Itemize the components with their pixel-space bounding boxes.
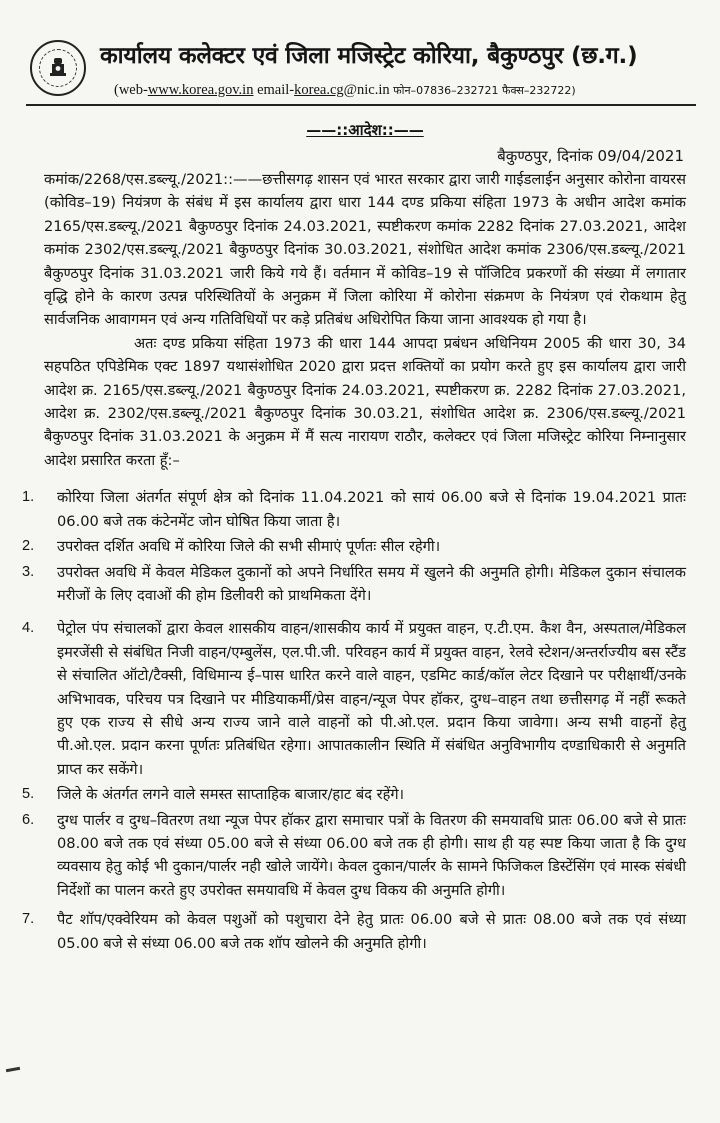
list-item [22, 486, 686, 533]
website-link[interactable]: www.korea.gov.in [147, 82, 254, 98]
list-item [22, 617, 686, 781]
point-number: 4. [22, 620, 35, 637]
list-item [22, 561, 686, 608]
list-item [22, 535, 686, 558]
order-body [22, 168, 686, 957]
point-text: पैट शॉप/एक्वेरियम को केवल पशुओं को पशुचारा देने हेतु प्रातः 06.00 बजे से प्रातः 08.00 बजे तक एवं संध्या 05.00 बजे से संध्या 06.00 बजे तक शॉप खोलने की अनुमति होगी। [57, 911, 686, 952]
order-points [22, 486, 686, 955]
margin-mark [6, 1067, 20, 1072]
point-number: 7. [22, 911, 35, 928]
point-text: उपरोक्त दर्शित अवधि में कोरिया जिले की सभी सीमाएं पूर्णतः सील रहेगी। [57, 538, 441, 556]
point-number: 6. [22, 811, 35, 828]
email-suffix: @nic.in [343, 82, 390, 98]
point-text: जिले के अंतर्गत लगने वाले समस्त साप्ताहिक बाजार/हाट बंद रहेंगे। [57, 786, 405, 804]
office-title: कार्यालय कलेक्टर एवं जिला मजिस्ट्रेट कोरिया, बैकुण्ठपुर (छ.ग.) [100, 43, 638, 69]
web-prefix: (web- [114, 82, 148, 98]
paragraph-intro: कमांक/2268/एस.डब्ल्यू./2021::——छत्तीसगढ़ शासन एवं भारत सरकार द्वारा जारी गाईडलाईन अनुसार कोरोना वायरस (कोविड–19) नियंत्रण के संबंध में इस कार्यालय द्वारा धारा 144 दण्ड प्रकिया संहिता 1973 के अधीन आदेश कमांक 2165/एस.डब्ल्यू./2021 बैकुण्ठपुर दिनांक 24.03.2021, स्पष्टीकरण कमांक 2282 दिनांक 27.03.2021, आदेश कमांक 2302/एस.डब्ल्यू./2021 बैकुण्ठपुर दिनांक 30.03.2021, संशोधित आदेश कमांक 2306/एस.डब्ल्यू./2021 बैकुण्ठपुर दिनांक 31.03.2021 जारी किये गये हैं। वर्तमान में कोविड–19 से पॉजिटिव प्रकरणों की संख्या में लगातार वृद्धि होने के कारण उत्पन्न परिस्थितियों के अनुक्रम में जिला कोरिया में कोरोना संक्रमण के नियंत्रण एवं रोकथाम हेतु सार्वजनिक आवागमन एवं अन्य गतिविधियों पर कड़े प्रतिबंध अधिरोपित किया जाना आवश्यक हो गया है। [44, 171, 686, 329]
email-prefix: email- [253, 82, 295, 98]
point-number: 3. [22, 563, 35, 580]
header-divider [26, 104, 696, 106]
state-emblem-icon [30, 40, 86, 96]
point-text: पेट्रोल पंप संचालकों द्वारा केवल शासकीय वाहन/शासकीय कार्य में प्रयुक्त वाहन, ए.टी.एम. कैश वैन, अस्पताल/मेडिकल इमरजेंसी से संबंधित निजी वाहन/एम्बुलेंस, एल.पी.जी. परिवहन कार्य में प्रयुक्त वाहन, रेलवे स्टेशन/अन्तर्राज्यीय बस स्टैंड से संचालित ऑटो/टैक्सी, विधिमान्य ई–पास धारित करने वाले वाहन, एडमिट कार्ड/कॉल लेटर दिखाने पर परीक्षार्थी/उनके अभिभावक, परिचय पत्र दिखाने पर मीडियाकर्मी/प्रेस वाहन/न्यूज पेपर हॉकर, दुग्ध–वाहन तथा छत्तीसगढ़ में नहीं रूकते हुए एक राज्य से सीधे अन्य राज्य जाने वाले वाहनों को पी.ओ.एल. प्रदान किया जावेगा। अन्य सभी वाहनों हेतु पी.ओ.एल. प्रदान करना पूर्णतः प्रतिबंधित रहेगा। आपातकालीन स्थिति में संबंधित अनुविभागीय दण्डाधिकारी से अनुमति प्राप्त कर सकेंगे। [57, 620, 686, 778]
paragraph-authority: अतः दण्ड प्रकिया संहिता 1973 की धारा 144 आपदा प्रबंधन अधिनियम 2005 की धारा 30, 34 सहपठित एपिडेमिक एक्ट 1897 यथासंशोधित 2020 द्वारा प्रदत्त शक्तियों का प्रयोग करते हुए इस कार्यालय द्वारा जारी आदेश क्र. 2165/एस.डब्ल्यू./2021 बैकुण्ठपुर दिनांक 24.03.2021, स्पष्टीकरण क्र. 2282 दिनांक 27.03.2021, आदेश क्र. 2302/एस.डब्ल्यू./2021 बैकुण्ठपुर दिनांक 30.03.21, संशोधित आदेश क्र. 2306/एस.डब्ल्यू./2021 बैकुण्ठपुर दिनांक 31.03.2021 के अनुक्रम में मैं सत्य नारायण राठौर, कलेक्टर एवं जिला मजिस्ट्रेट कोरिया निम्नानुसार आदेश प्रसारित करता हूँ:– [44, 334, 686, 469]
list-item [22, 783, 686, 806]
point-text: दुग्ध पार्लर व दुग्ध–वितरण तथा न्यूज पेपर हॉकर द्वारा समाचार पत्रों के वितरण की समयावधि प्रातः 06.00 बजे से प्रातः 08.00 बजे तक एवं संध्या 05.00 बजे से संध्या 06.00 बजे तक ही होगी। साथ ही यह स्पष्ट किया जाता है कि दुग्ध व्यवसाय हेतु कोई भी दुकान/पार्लर नही खोले जायेंगे। केवल दुकान/पार्लर के सामने फिजिकल डिस्टेंसिंग एवं मास्क संबंधी निर्देशों का पालन करते हुए उपरोक्त समयावधि में केवल दुग्ध विकय की अनुमति होगी। [57, 811, 686, 899]
point-text: उपरोक्त अवधि में केवल मेडिकल दुकानों को अपने निर्धारित समय में खुलने की अनुमति होगी। मेडिकल दुकान संचालक मरीजों के लिए दवाओं की होम डिलीवरी को प्राथमिकता देंगे। [57, 563, 686, 604]
list-item [22, 908, 686, 955]
point-number: 2. [22, 538, 35, 555]
list-item [22, 809, 686, 903]
phone-fax: फोन–07836–232721 फैक्स–232722) [389, 84, 576, 97]
order-heading: ——::आदेश::—— [306, 121, 424, 139]
contact-line [114, 82, 714, 99]
point-number: 1. [22, 489, 35, 506]
point-text: कोरिया जिला अंतर्गत संपूर्ण क्षेत्र को दिनांक 11.04.2021 को सायं 06.00 बजे से दिनांक 19.04.2021 प्रातः 06.00 बजे तक कंटेनमेंट जोन घोषित किया जाता है। [57, 489, 686, 530]
date-line: बैकुण्ठपुर, दिनांक 09/04/2021 [497, 147, 684, 165]
point-number: 5. [22, 786, 35, 803]
email-link[interactable]: korea.cg [294, 82, 344, 98]
